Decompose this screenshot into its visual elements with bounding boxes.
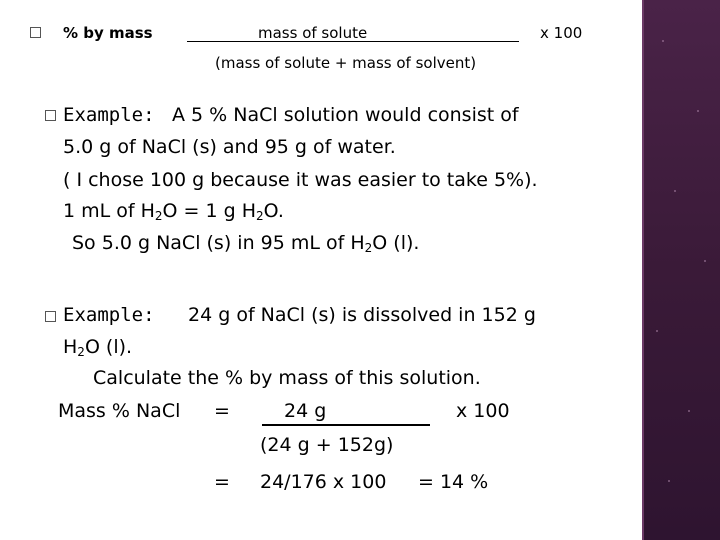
calc-denominator: (24 g + 152g) [260,434,394,456]
formula-numerator: mass of solute [258,24,368,42]
line-2-part-a: H [63,336,78,358]
line-4-part-b: O = 1 g H [162,200,257,222]
example-1-label: Example: [63,104,155,126]
formula-fraction-bar [187,41,519,42]
line-2-part-b: O (l). [84,336,133,358]
decor-dot [674,190,676,192]
decor-dot [656,330,658,332]
subscript: 2 [77,345,85,359]
calc-times: x 100 [456,400,510,422]
decor-dot [697,110,699,112]
panel-edge [642,0,644,540]
line-4-part-a: 1 mL of H [63,200,155,222]
subscript: 2 [154,209,163,223]
line-5-part-b: O (l). [372,232,420,254]
side-decor-panel [642,0,720,540]
decor-dot [688,410,690,412]
result-value: = 14 % [418,471,489,493]
decor-dot [662,40,664,42]
example-1-line-1: A 5 % NaCl solution would consist of [172,104,519,126]
decor-dot [704,260,706,262]
subscript: 2 [364,241,373,255]
formula-label: % by mass [63,24,153,42]
formula-times: x 100 [540,24,583,42]
example-2-line-2 [63,336,132,358]
example-1-line-5 [72,232,419,254]
bullet-example-2 [45,311,56,322]
example-1-line-2: 5.0 g of NaCl (s) and 95 g of water. [63,136,396,158]
bullet-formula [30,27,41,38]
example-1-line-4 [63,200,284,222]
decor-dot [668,480,670,482]
example-2-line-1: 24 g of NaCl (s) is dissolved in 152 g [188,304,536,326]
formula-denominator: (mass of solute + mass of solvent) [215,54,477,72]
example-2-label: Example: [63,304,155,326]
calc-numerator: 24 g [284,400,327,422]
equals-sign-1: = [214,400,230,422]
example-1-line-3: ( I chose 100 g because it was easier to take 5%). [63,169,538,191]
bullet-example-1 [45,110,56,121]
line-5-part-a: So 5.0 g NaCl (s) in 95 mL of H [72,232,365,254]
calc-fraction-bar [262,424,430,426]
line-4-part-c: O. [263,200,284,222]
example-2-line-3: Calculate the % by mass of this solution. [93,367,481,389]
result-expression: 24/176 x 100 [260,471,387,493]
equals-sign-2: = [214,471,230,493]
subscript: 2 [256,209,264,223]
mass-percent-label: Mass % NaCl [58,400,181,422]
